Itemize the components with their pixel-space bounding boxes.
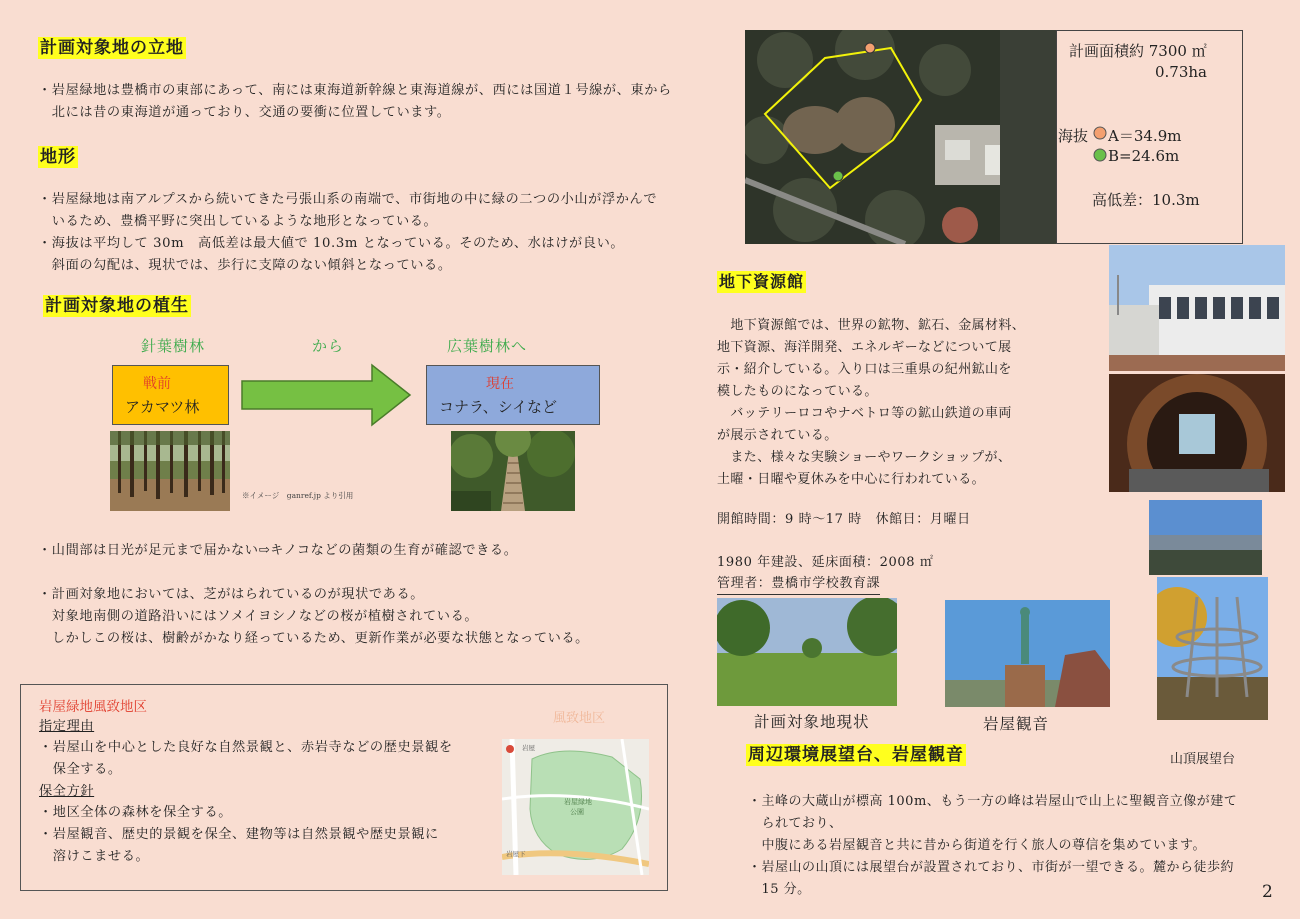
label-broadleaf: 広葉樹林へ: [447, 337, 528, 355]
text-line: 地下資源、海洋開発、エネルギーなどについて展: [717, 340, 1012, 355]
page-number: 2: [1262, 882, 1273, 902]
heading-vegetation: 計画対象地の植生: [45, 296, 189, 316]
pine-forest-photo: [110, 431, 230, 511]
caption-summit-tower: 山頂展望台: [1170, 752, 1236, 767]
text-line: ・岩屋緑地は南アルプスから続いてきた弓張山系の南端で、市街地の中に緑の二つの小山が浮かんで: [38, 192, 658, 207]
caption-site-present: 計画対象地現状: [754, 713, 870, 731]
heading-environment: 周辺環境展望台、岩屋観音: [748, 745, 964, 765]
text-line: バッテリーロコやナベトロ等の鉱山鉄道の車両: [717, 406, 1012, 421]
transition-arrow-icon: [240, 362, 412, 428]
text-line: また、様々な実験ショーやワークショップが、: [717, 450, 1012, 465]
text-line: ・計画対象地においては、芝がはられているのが現状である。: [38, 587, 425, 602]
text-line: ・山間部は日光が足元まで届かない⇨キノコなどの菌類の生育が確認できる。: [38, 543, 518, 558]
map-park-label: [564, 797, 592, 817]
opening-hours: 開館時間：9 時～17 時 休館日：月曜日: [717, 512, 971, 527]
label-conifer: 針葉樹林: [141, 337, 206, 355]
planned-area-ha: 0.73ha: [1155, 63, 1208, 81]
heading-location: 計画対象地の立地: [40, 38, 184, 58]
broadleaf-path-photo: [451, 431, 575, 511]
text-line: られており、: [748, 816, 843, 831]
text-line: いるため、豊橋平野に突出しているような地形となっている。: [38, 214, 438, 229]
manager-info: 管理者：豊橋市学校教育課: [717, 574, 880, 595]
museum-text: [717, 315, 1025, 491]
text-line: 模したものになっている。: [717, 384, 878, 399]
text-line: [38, 562, 589, 584]
text-line: 対象地南側の道路沿いにはソメイヨシノなどの桜が植樹されている。: [38, 609, 479, 624]
map-park-name: 岩屋緑地: [564, 798, 592, 806]
planned-area: 計画面積約 7300 ㎡: [1069, 42, 1207, 60]
museum-building-photo: [1109, 245, 1285, 371]
scenic-title: 岩屋緑地風致地区: [39, 699, 147, 715]
oak-label: コナラ、シイなど: [439, 398, 558, 416]
aerial-photo: [745, 30, 1056, 244]
text-line: ・岩屋観音、歴史的景観を保全、建物等は自然景観や歴史景観に: [39, 827, 439, 842]
reason-text: [39, 737, 453, 781]
text-line: 斜面の勾配は、現状では、歩行に支障のない傾斜となっている。: [38, 258, 452, 273]
vegetation-text: [38, 540, 589, 650]
elevation-b: B=24.6m: [1108, 147, 1180, 165]
point-b-marker-icon: [1093, 148, 1107, 162]
map-park-suffix: 公園: [570, 808, 584, 816]
built-info: 1980 年建設、延床面積：2008 ㎡: [717, 555, 934, 570]
text-line: 示・紹介している。入り口は三重県の紀州鉱山を: [717, 362, 1012, 377]
prewar-box: [112, 365, 229, 425]
reason-heading: 指定理由: [39, 719, 95, 734]
text-line: 15 分。: [748, 882, 811, 897]
prewar-label: 戦前: [143, 376, 171, 392]
text-line: ・岩屋緑地は豊橋市の東部にあって、南には東海道新幹線と東海道線が、西には国道１号線が、東から: [38, 83, 672, 98]
pine-label: アカマツ林: [125, 398, 200, 416]
text-line: ・岩屋山を中心とした良好な自然景観と、赤岩寺などの歴史景観を: [39, 740, 453, 755]
text-line: 地下資源館では、世界の鉱物、鉱石、金属材料、: [717, 318, 1026, 333]
height-difference: 高低差：10.3m: [1092, 191, 1200, 209]
text-line: 土曜・日曜や夏休みを中心に行われている。: [717, 472, 986, 487]
site-present-photo: [717, 598, 897, 706]
city-view-photo: [1149, 500, 1262, 575]
kannon-statue-photo: [945, 600, 1110, 707]
image-credit-note: ※イメージ ganref.jp より引用: [242, 491, 354, 500]
text-line: 保全する。: [39, 762, 122, 777]
elevation-label: 海抜: [1058, 127, 1089, 145]
label-from: から: [312, 337, 345, 355]
heading-museum: 地下資源館: [719, 272, 805, 291]
location-text: [38, 80, 672, 124]
caption-kannon: 岩屋観音: [983, 715, 1050, 733]
point-a-marker-icon: [1093, 126, 1107, 140]
district-map: [502, 739, 649, 875]
map-place-label: 岩屋下: [506, 850, 526, 858]
text-line: しかしこの桜は、樹齢がかなり経っているため、更新作業が必要な状態となっている。: [38, 631, 589, 646]
summit-tower-photo: [1157, 577, 1268, 720]
text-line: 中腹にある岩屋観音と共に昔から街道を行く旅人の尊信を集めています。: [748, 838, 1206, 853]
present-box: [426, 365, 600, 425]
environment-text: [748, 791, 1237, 901]
text-line: ・岩屋山の山頂には展望台が設置されており、市街が一望できる。麓から徒歩約: [748, 860, 1235, 875]
map-place-label: 岩屋: [522, 744, 535, 752]
mine-entrance-photo: [1109, 374, 1285, 492]
text-line: ・主峰の大蔵山が標高 100m、もう一方の峰は岩屋山で山上に聖観音立像が建て: [748, 794, 1238, 809]
heading-terrain: 地形: [40, 147, 76, 167]
terrain-text: [38, 189, 657, 277]
map-caption: 風致地区: [553, 711, 606, 726]
policy-text: [39, 802, 439, 868]
text-line: ・海抜は平均して 30m 高低差は最大値で 10.3m となっている。そのため、水はけが良い。: [38, 236, 625, 251]
text-line: 溶けこませる。: [39, 849, 150, 864]
elevation-a: A＝34.9m: [1108, 127, 1182, 145]
policy-heading: 保全方針: [39, 784, 95, 799]
present-label: 現在: [486, 376, 514, 392]
text-line: 北には昔の東海道が通っており、交通の要衝に位置しています。: [38, 105, 451, 120]
text-line: ・地区全体の森林を保全する。: [39, 805, 233, 820]
text-line: が展示されている。: [717, 428, 838, 443]
